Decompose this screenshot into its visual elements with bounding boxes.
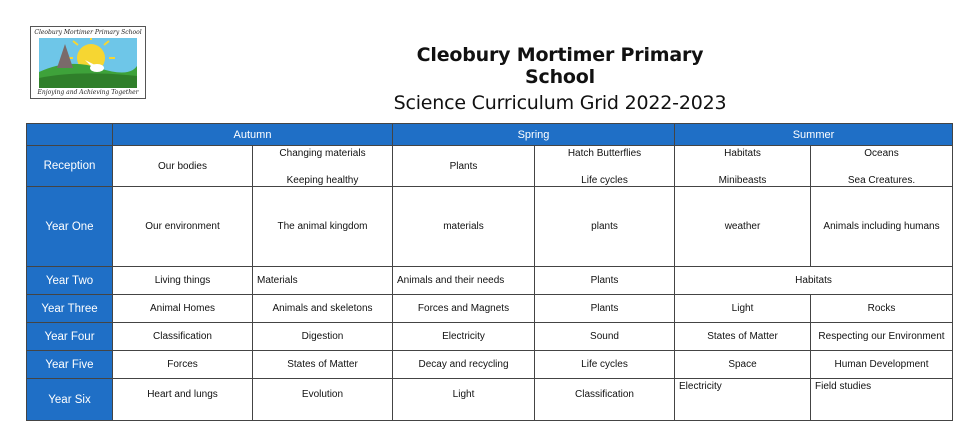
topic-cell: Light	[393, 379, 535, 421]
topic-cell: Animals and their needs	[393, 267, 535, 295]
topic-cell: materials	[393, 187, 535, 267]
topic-cell: Electricity	[393, 323, 535, 351]
topic-line: Sea Creatures.	[847, 175, 916, 186]
topic-cell: Materials	[253, 267, 393, 295]
table-row-year-five	[27, 351, 953, 379]
season-autumn: Autumn	[113, 124, 393, 146]
topic-cell: Forces	[113, 351, 253, 379]
topic-cell	[535, 146, 675, 187]
table-row-year-four	[27, 323, 953, 351]
topic-cell: States of Matter	[675, 323, 811, 351]
topic-cell: weather	[675, 187, 811, 267]
topic-cell: Heart and lungs	[113, 379, 253, 421]
topic-cell	[811, 146, 953, 187]
year-label: Year Six	[27, 379, 113, 421]
topic-cell: Plants	[535, 295, 675, 323]
topic-line: Changing materials	[279, 148, 366, 159]
topic-cell: Sound	[535, 323, 675, 351]
year-label: Year One	[27, 187, 113, 267]
topic-cell: Animals including humans	[811, 187, 953, 267]
topic-cell-summer-merged: Habitats	[675, 267, 953, 295]
season-summer: Summer	[675, 124, 953, 146]
school-name: Cleobury Mortimer Primary School	[416, 44, 704, 88]
topic-cell	[253, 146, 393, 187]
table-row-year-three	[27, 295, 953, 323]
topic-line: Minibeasts	[718, 175, 767, 186]
topic-cell: Rocks	[811, 295, 953, 323]
topic-cell: The animal kingdom	[253, 187, 393, 267]
table-row-year-two	[27, 267, 953, 295]
topic-cell: Our environment	[113, 187, 253, 267]
logo-bottom-text: Enjoying and Achieving Together	[37, 89, 139, 96]
topic-cell: Respecting our Environment	[811, 323, 953, 351]
topic-cell: Animal Homes	[113, 295, 253, 323]
topic-cell: Field studies	[811, 379, 953, 421]
table-row-reception	[27, 146, 953, 187]
topic-line: Hatch Butterflies	[567, 148, 642, 159]
school-logo	[30, 26, 146, 99]
topic-cell: Plants	[535, 267, 675, 295]
topic-cell: Human Development	[811, 351, 953, 379]
topic-cell: Living things	[113, 267, 253, 295]
season-header-row	[27, 124, 953, 146]
logo-top-text: Cleobury Mortimer Primary School	[34, 29, 142, 36]
topic-cell	[675, 146, 811, 187]
topic-line: Oceans	[864, 148, 899, 159]
topic-cell: Decay and recycling	[393, 351, 535, 379]
grid-corner-cell	[27, 124, 113, 146]
year-label: Year Two	[27, 267, 113, 295]
year-label: Year Four	[27, 323, 113, 351]
topic-cell: Light	[675, 295, 811, 323]
table-row-year-six	[27, 379, 953, 421]
topic-cell: Classification	[113, 323, 253, 351]
season-spring: Spring	[393, 124, 675, 146]
topic-cell: Animals and skeletons	[253, 295, 393, 323]
topic-cell: Our bodies	[113, 146, 253, 187]
topic-cell: States of Matter	[253, 351, 393, 379]
year-label: Reception	[27, 146, 113, 187]
topic-cell: Plants	[393, 146, 535, 187]
topic-cell: Electricity	[675, 379, 811, 421]
year-label: Year Five	[27, 351, 113, 379]
topic-line: Habitats	[724, 148, 761, 159]
topic-cell: Digestion	[253, 323, 393, 351]
topic-cell: Forces and Magnets	[393, 295, 535, 323]
logo-picture-icon	[39, 38, 137, 88]
topic-line: Keeping healthy	[286, 175, 359, 186]
topic-cell: Space	[675, 351, 811, 379]
page-subtitle: Science Curriculum Grid 2022-2023	[393, 92, 727, 114]
topic-cell: Evolution	[253, 379, 393, 421]
topic-cell: Classification	[535, 379, 675, 421]
topic-line: Life cycles	[581, 175, 628, 186]
topic-cell: plants	[535, 187, 675, 267]
page-title-block	[390, 44, 730, 114]
curriculum-grid	[26, 123, 953, 421]
year-label: Year Three	[27, 295, 113, 323]
topic-cell: Life cycles	[535, 351, 675, 379]
table-row-year-one	[27, 187, 953, 267]
